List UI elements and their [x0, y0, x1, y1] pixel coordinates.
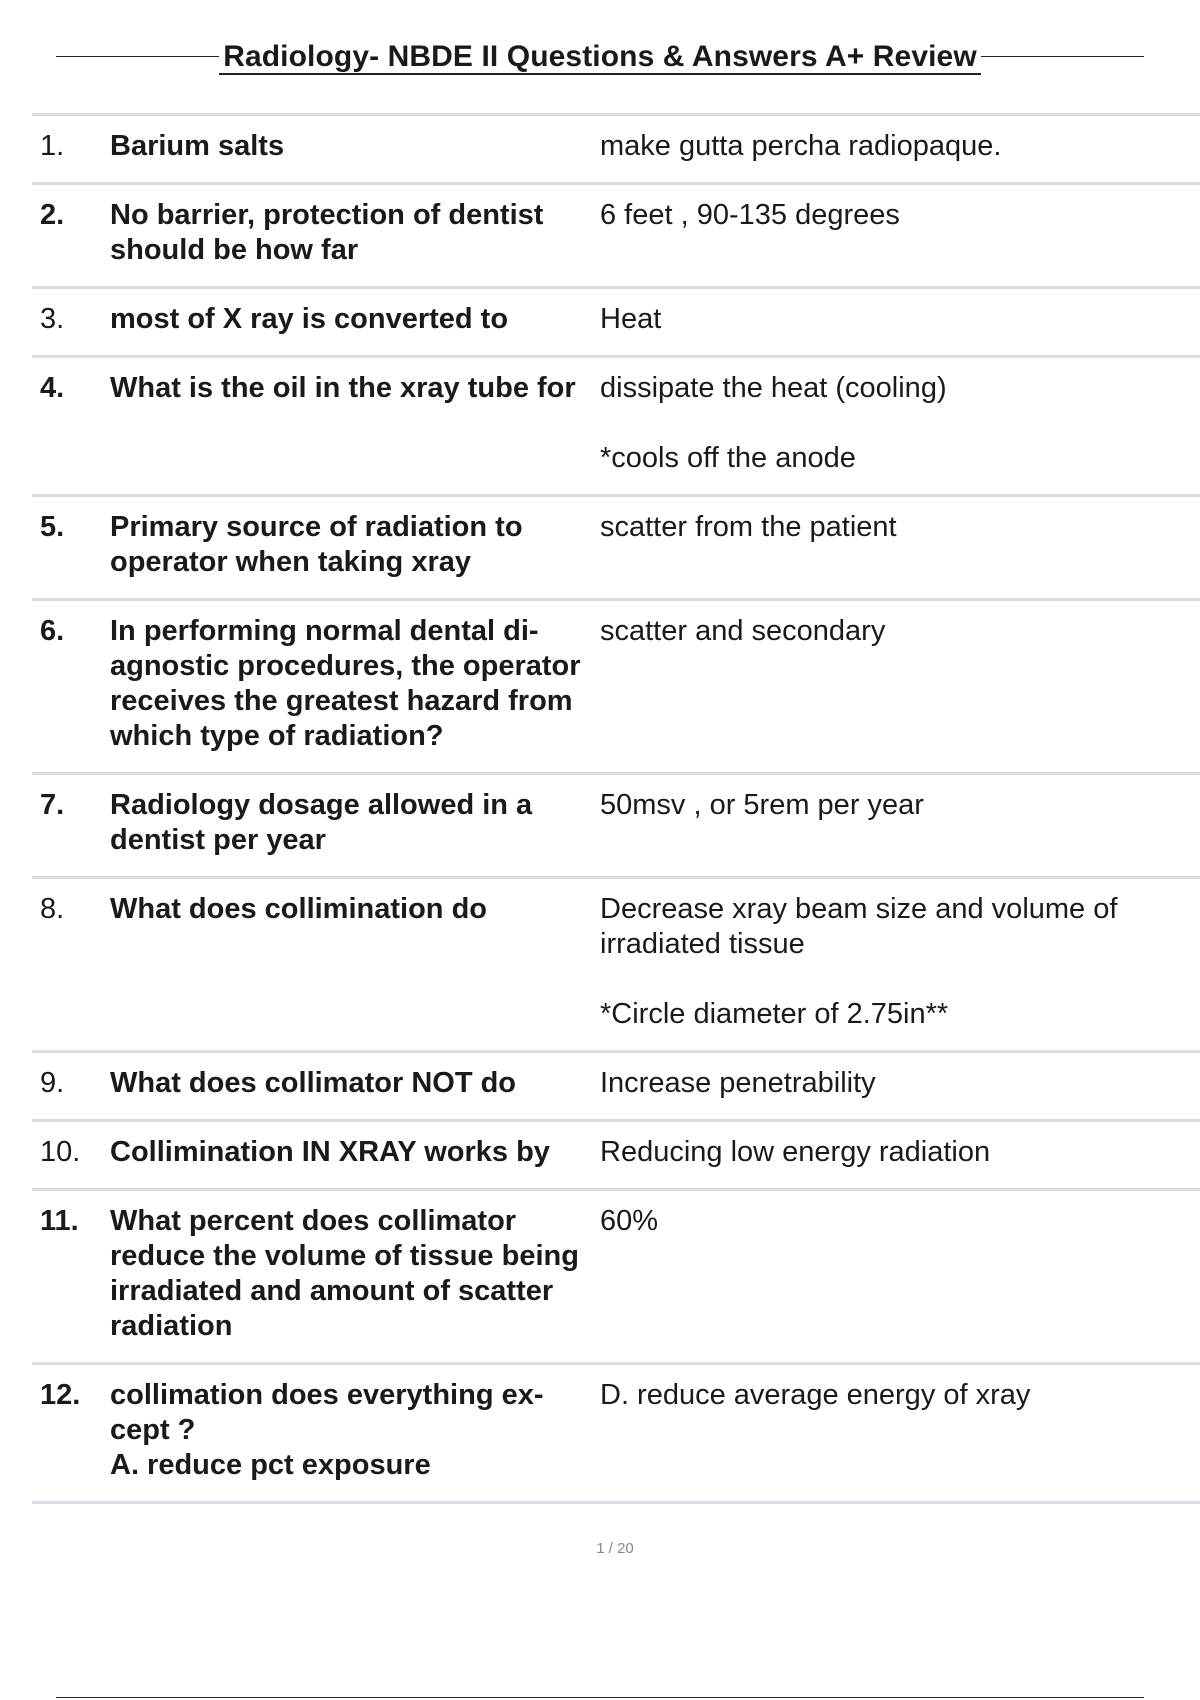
qa-answer-line: Decrease xray beam size and volume of irradiated tissue — [600, 893, 1118, 960]
qa-question: Radiology dosage allowed in a dentist per year — [110, 789, 533, 856]
qa-question: Collimination IN XRAY works by — [110, 1136, 550, 1168]
qa-row — [32, 879, 1200, 1053]
qa-answer — [600, 1135, 1200, 1170]
qa-answer-line: Heat — [600, 303, 662, 335]
qa-number: 4. — [40, 372, 65, 404]
qa-answer-line: 60% — [600, 1205, 659, 1237]
qa-row — [32, 185, 1200, 289]
qa-number: 9. — [40, 1067, 65, 1099]
qa-answer-line: 6 feet , 90-135 degrees — [600, 199, 900, 231]
qa-answer-line: *Circle diameter of 2.75in** — [600, 998, 949, 1030]
qa-row — [32, 775, 1200, 879]
qa-answer — [600, 1378, 1200, 1483]
qa-answer — [600, 788, 1200, 858]
qa-question: No barrier, protection of dentist should be how far — [110, 199, 544, 266]
qa-answer-line: make gutta percha radiopaque. — [600, 130, 1002, 162]
qa-question: Primary source of radiation to operator when taking xray — [110, 511, 523, 578]
qa-answer-line: 50msv , or 5rem per year — [600, 789, 924, 821]
qa-row — [32, 1122, 1200, 1191]
qa-row — [32, 1365, 1200, 1504]
qa-question: What is the oil in the xray tube for — [110, 372, 576, 404]
qa-row — [32, 1053, 1200, 1122]
qa-list — [32, 113, 1200, 1504]
qa-number: 8. — [40, 893, 65, 925]
qa-number: 11. — [40, 1205, 79, 1237]
qa-row — [32, 358, 1200, 497]
qa-question: most of X ray is converted to — [110, 303, 509, 335]
qa-answer-line: Reducing low energy radiation — [600, 1136, 991, 1168]
qa-answer — [600, 614, 1200, 754]
qa-answer — [600, 302, 1200, 337]
qa-row — [32, 289, 1200, 358]
qa-number: 10. — [40, 1136, 81, 1168]
document-title-text: Radiology- NBDE II Questions & Answers A+ Review — [219, 40, 981, 75]
qa-number: 5. — [40, 511, 65, 543]
qa-number: 3. — [40, 303, 65, 335]
qa-question: collimation does everything except ? A. reduce pct exposure — [110, 1379, 544, 1481]
qa-row — [32, 1191, 1200, 1365]
qa-answer-line: scatter and secondary — [600, 615, 886, 647]
qa-answer-line: dissipate the heat (cooling) — [600, 372, 947, 404]
qa-question: In performing normal dental diagnostic procedures, the operator receives the greatest hazard from which type of radiation? — [110, 615, 581, 752]
qa-answer — [600, 1066, 1200, 1101]
qa-row — [32, 601, 1200, 775]
qa-answer — [600, 129, 1200, 164]
qa-answer — [600, 371, 1200, 476]
qa-answer — [600, 1204, 1200, 1344]
page-number: 1 / 20 — [596, 1540, 634, 1557]
qa-question: What does collimator NOT do — [110, 1067, 517, 1099]
qa-answer — [600, 510, 1200, 580]
qa-answer-line: scatter from the patient — [600, 511, 897, 543]
qa-row — [32, 497, 1200, 601]
qa-number: 6. — [40, 615, 65, 647]
qa-question: Barium salts — [110, 130, 285, 162]
qa-row — [32, 116, 1200, 185]
qa-answer-line: *cools off the anode — [600, 442, 856, 474]
document-title — [0, 40, 1200, 74]
bottom-rule — [56, 1697, 1144, 1698]
qa-answer — [600, 892, 1200, 1032]
qa-answer — [600, 198, 1200, 268]
qa-number: 7. — [40, 789, 65, 821]
qa-number: 1. — [40, 130, 65, 162]
qa-number: 12. — [40, 1379, 81, 1411]
qa-number: 2. — [40, 199, 65, 231]
qa-question: What does collimination do — [110, 893, 487, 925]
qa-question: What percent does collimator reduce the volume of tissue being irradiated and amount of scatter radiation — [110, 1205, 579, 1342]
qa-answer-line: D. reduce average energy of xray — [600, 1379, 1031, 1411]
qa-answer-line: Increase penetrability — [600, 1067, 876, 1099]
